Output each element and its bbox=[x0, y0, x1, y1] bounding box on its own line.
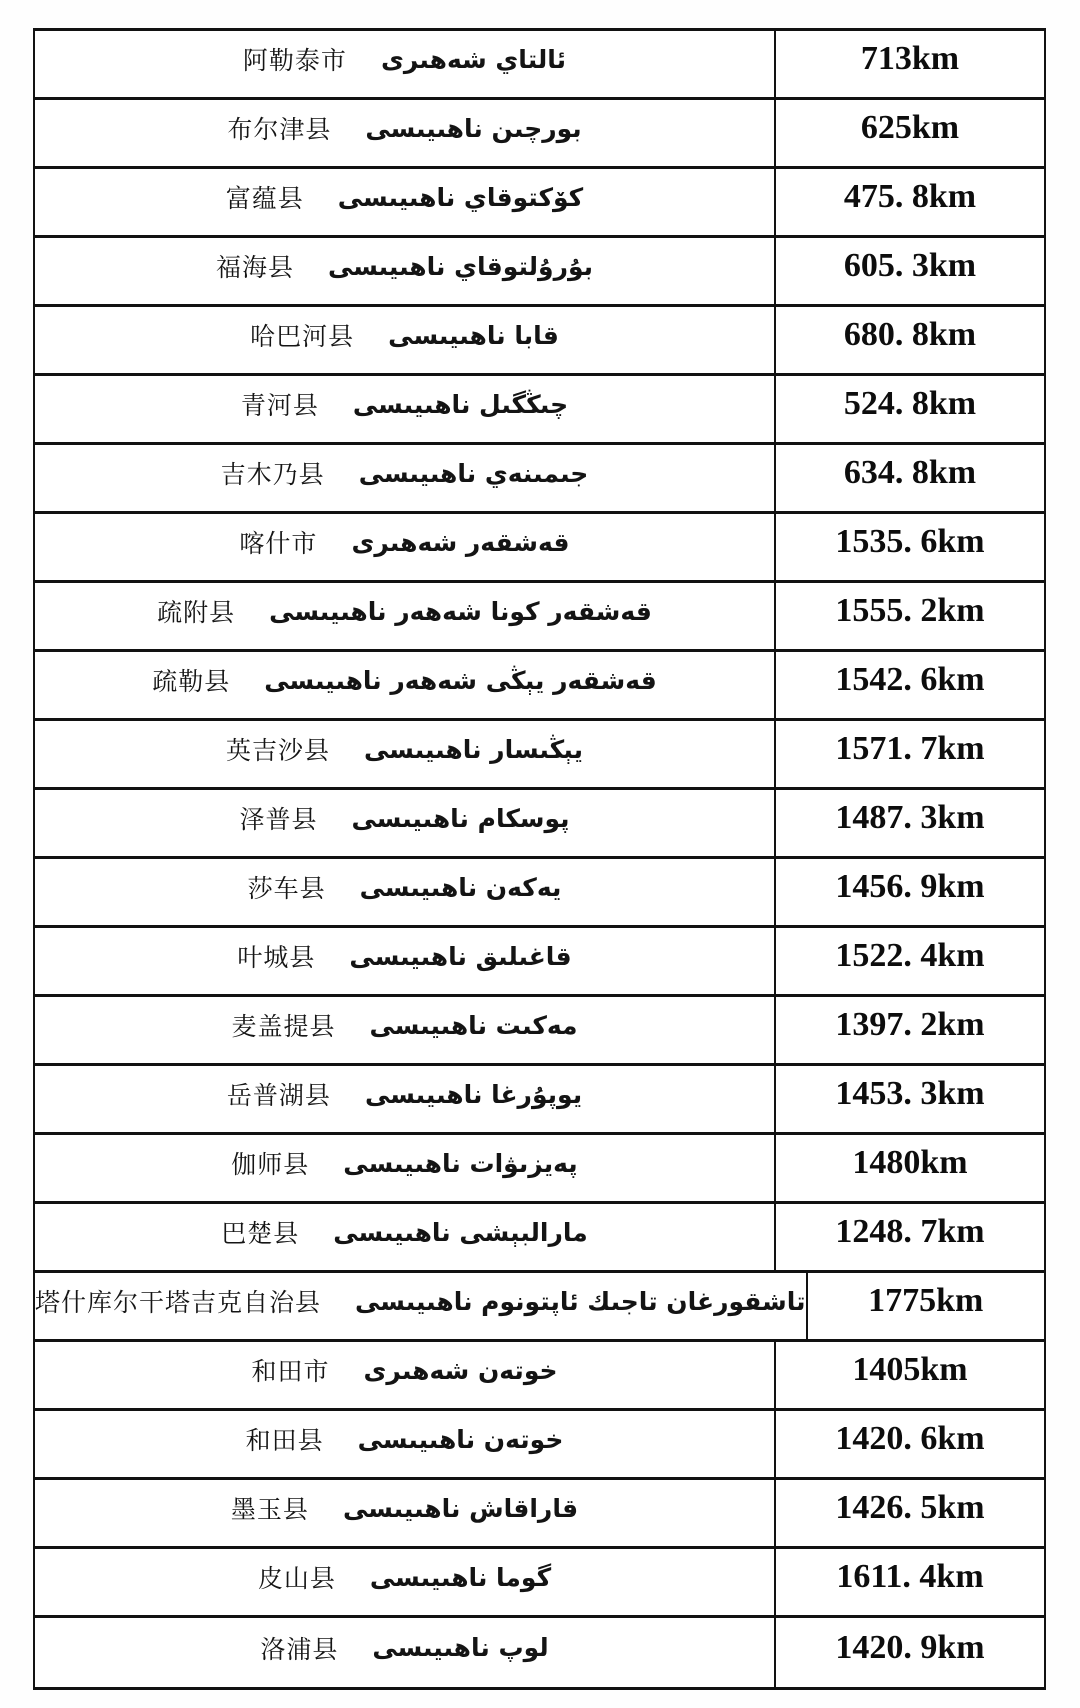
uyghur-place-name: قابا ناھىيىسى bbox=[388, 320, 559, 350]
distance-cell bbox=[776, 583, 1044, 649]
table-row bbox=[35, 1480, 1044, 1549]
distance-cell bbox=[776, 100, 1044, 166]
table-row bbox=[35, 721, 1044, 790]
table-row bbox=[35, 1618, 1044, 1687]
distance-value: 1405km bbox=[852, 1351, 968, 1388]
place-name-cell bbox=[35, 1411, 776, 1477]
distance-cell bbox=[776, 1135, 1044, 1201]
chinese-place-name: 疏勒县 bbox=[152, 667, 231, 696]
distance-cell bbox=[776, 997, 1044, 1063]
place-name-cell bbox=[35, 31, 776, 97]
distance-value: 1555. 2km bbox=[835, 592, 985, 629]
distance-cell bbox=[776, 1480, 1044, 1546]
distance-cell bbox=[776, 238, 1044, 304]
table-row bbox=[35, 1549, 1044, 1618]
chinese-place-name: 布尔津县 bbox=[227, 115, 332, 144]
distance-cell bbox=[776, 1204, 1044, 1270]
chinese-place-name: 吉木乃县 bbox=[220, 460, 325, 489]
uyghur-place-name: گوما ناھىيىسى bbox=[369, 1562, 552, 1592]
distance-cell bbox=[776, 1549, 1044, 1615]
distance-value: 1420. 9km bbox=[835, 1628, 985, 1666]
distance-cell bbox=[776, 652, 1044, 718]
uyghur-place-name: جىمىنەي ناھىيىسى bbox=[358, 458, 589, 488]
chinese-place-name: 岳普湖县 bbox=[226, 1081, 331, 1110]
chinese-place-name: 巴楚县 bbox=[221, 1219, 300, 1248]
place-name-cell bbox=[35, 790, 776, 856]
table-row bbox=[35, 31, 1044, 100]
place-name-cell bbox=[35, 1135, 776, 1201]
place-name-cell bbox=[35, 1549, 776, 1615]
distance-cell bbox=[808, 1273, 1044, 1339]
distance-value: 1480km bbox=[852, 1144, 968, 1181]
uyghur-place-name: كۆكتوقاي ناھىيىسى bbox=[337, 182, 584, 212]
chinese-place-name: 泽普县 bbox=[239, 805, 318, 834]
chinese-place-name: 莎车县 bbox=[247, 874, 326, 903]
uyghur-place-name: مەكىت ناھىيىسى bbox=[369, 1010, 578, 1040]
place-name-cell bbox=[35, 514, 776, 580]
chinese-place-name: 洛浦县 bbox=[260, 1634, 339, 1664]
distance-value: 1487. 3km bbox=[835, 799, 985, 836]
place-name-cell bbox=[35, 1066, 776, 1132]
distance-value: 1456. 9km bbox=[835, 868, 985, 905]
table-row bbox=[35, 376, 1044, 445]
table-row bbox=[35, 790, 1044, 859]
distance-cell bbox=[776, 1411, 1044, 1477]
table-row bbox=[35, 514, 1044, 583]
distance-value: 1522. 4km bbox=[835, 937, 985, 974]
distance-cell bbox=[776, 307, 1044, 373]
distance-cell bbox=[776, 169, 1044, 235]
table-row bbox=[35, 169, 1044, 238]
distance-cell bbox=[776, 1066, 1044, 1132]
table-row bbox=[35, 238, 1044, 307]
chinese-place-name: 伽师县 bbox=[231, 1150, 310, 1179]
place-name-cell bbox=[35, 238, 776, 304]
place-name-cell bbox=[35, 652, 776, 718]
chinese-place-name: 墨玉县 bbox=[230, 1495, 309, 1524]
uyghur-place-name: بورچىن ناھىيىسى bbox=[365, 113, 582, 143]
chinese-place-name: 富蕴县 bbox=[225, 184, 304, 213]
place-name-cell bbox=[35, 583, 776, 649]
distance-cell bbox=[776, 1342, 1044, 1408]
distance-value: 713km bbox=[860, 40, 960, 77]
place-name-cell bbox=[35, 1342, 776, 1408]
uyghur-place-name: يېڭىسار ناھىيىسى bbox=[364, 734, 583, 764]
uyghur-place-name: قاغىلىق ناھىيىسى bbox=[349, 941, 572, 971]
place-name-cell bbox=[35, 100, 776, 166]
chinese-place-name: 塔什库尔干塔吉克自治县 bbox=[35, 1288, 322, 1317]
distance-value: 1420. 6km bbox=[835, 1420, 985, 1457]
table-row bbox=[35, 859, 1044, 928]
uyghur-place-name: قەشقەر كونا شەھەر ناھىيىسى bbox=[269, 596, 652, 626]
chinese-place-name: 青河县 bbox=[240, 391, 319, 420]
uyghur-place-name: پەيزىۋات ناھىيىسى bbox=[343, 1148, 578, 1178]
distance-cell bbox=[776, 376, 1044, 442]
distance-cell bbox=[776, 859, 1044, 925]
distance-value: 1248. 7km bbox=[835, 1213, 985, 1250]
chinese-place-name: 麦盖提县 bbox=[231, 1012, 336, 1041]
distance-value: 1611. 4km bbox=[836, 1558, 984, 1595]
table-row bbox=[35, 1135, 1044, 1204]
table-row bbox=[35, 1273, 1044, 1342]
distance-table bbox=[33, 28, 1046, 1690]
place-name-cell bbox=[35, 1618, 776, 1687]
place-name-cell bbox=[35, 928, 776, 994]
place-name-cell bbox=[35, 1480, 776, 1546]
distance-cell bbox=[776, 514, 1044, 580]
distance-cell bbox=[776, 721, 1044, 787]
distance-value: 1426. 5km bbox=[835, 1489, 985, 1526]
uyghur-place-name: مارالبېشى ناھىيىسى bbox=[333, 1217, 588, 1247]
chinese-place-name: 喀什市 bbox=[239, 529, 318, 558]
distance-value: 625km bbox=[860, 109, 960, 146]
distance-value: 680. 8km bbox=[843, 316, 977, 353]
distance-value: 605. 3km bbox=[843, 247, 977, 284]
place-name-cell bbox=[35, 1204, 776, 1270]
distance-cell bbox=[776, 790, 1044, 856]
distance-value: 1535. 6km bbox=[835, 523, 985, 560]
distance-cell bbox=[776, 31, 1044, 97]
place-name-cell bbox=[35, 721, 776, 787]
chinese-place-name: 和田县 bbox=[245, 1426, 324, 1455]
distance-cell bbox=[776, 928, 1044, 994]
uyghur-place-name: بۇرۇلتوقاي ناھىيىسى bbox=[327, 251, 594, 281]
place-name-cell bbox=[35, 445, 776, 511]
distance-value: 524. 8km bbox=[843, 385, 977, 422]
chinese-place-name: 阿勒泰市 bbox=[242, 46, 347, 75]
table-row bbox=[35, 583, 1044, 652]
chinese-place-name: 英吉沙县 bbox=[226, 736, 331, 765]
distance-value: 1542. 6km bbox=[835, 661, 985, 698]
table-row bbox=[35, 1411, 1044, 1480]
table-row bbox=[35, 1066, 1044, 1135]
table-row bbox=[35, 928, 1044, 997]
distance-value: 634. 8km bbox=[843, 454, 977, 491]
uyghur-place-name: چىڭگىل ناھىيىسى bbox=[352, 389, 569, 419]
distance-value: 475. 8km bbox=[843, 178, 977, 215]
uyghur-place-name: لوپ ناھىيىسى bbox=[372, 1633, 549, 1662]
uyghur-place-name: يەكەن ناھىيىسى bbox=[359, 872, 562, 902]
place-name-cell bbox=[35, 1273, 808, 1339]
table-row bbox=[35, 1342, 1044, 1411]
chinese-place-name: 疏附县 bbox=[157, 598, 236, 627]
table-row bbox=[35, 652, 1044, 721]
uyghur-place-name: ئالتاي شەھىرى bbox=[380, 44, 567, 74]
uyghur-place-name: خوتەن ناھىيىسى bbox=[357, 1424, 564, 1454]
chinese-place-name: 福海县 bbox=[215, 253, 294, 282]
place-name-cell bbox=[35, 997, 776, 1063]
distance-value: 1571. 7km bbox=[835, 730, 985, 767]
chinese-place-name: 皮山县 bbox=[257, 1564, 336, 1593]
place-name-cell bbox=[35, 307, 776, 373]
uyghur-place-name: پوسكام ناھىيىسى bbox=[351, 803, 570, 833]
chinese-place-name: 和田市 bbox=[251, 1357, 330, 1386]
distance-cell bbox=[776, 445, 1044, 511]
table-row bbox=[35, 445, 1044, 514]
place-name-cell bbox=[35, 859, 776, 925]
uyghur-place-name: يوپۇرغا ناھىيىسى bbox=[364, 1079, 583, 1109]
chinese-place-name: 哈巴河县 bbox=[250, 322, 355, 351]
place-name-cell bbox=[35, 169, 776, 235]
distance-value: 1397. 2km bbox=[835, 1006, 985, 1043]
uyghur-place-name: تاشقورغان تاجىك ئاپتونوم ناھىيىسى bbox=[355, 1286, 806, 1316]
table-row bbox=[35, 307, 1044, 376]
table-row bbox=[35, 1204, 1044, 1273]
place-name-cell bbox=[35, 376, 776, 442]
uyghur-place-name: قەشقەر يېڭى شەھەر ناھىيىسى bbox=[264, 665, 657, 695]
table-row bbox=[35, 100, 1044, 169]
distance-value: 1453. 3km bbox=[835, 1075, 985, 1112]
distance-cell bbox=[776, 1618, 1044, 1687]
uyghur-place-name: قاراقاش ناھىيىسى bbox=[342, 1493, 579, 1523]
chinese-place-name: 叶城县 bbox=[237, 943, 316, 972]
uyghur-place-name: خوتەن شەھىرى bbox=[363, 1355, 558, 1385]
table-row bbox=[35, 997, 1044, 1066]
distance-value: 1775km bbox=[868, 1282, 984, 1319]
uyghur-place-name: قەشقەر شەھىرى bbox=[351, 527, 570, 557]
